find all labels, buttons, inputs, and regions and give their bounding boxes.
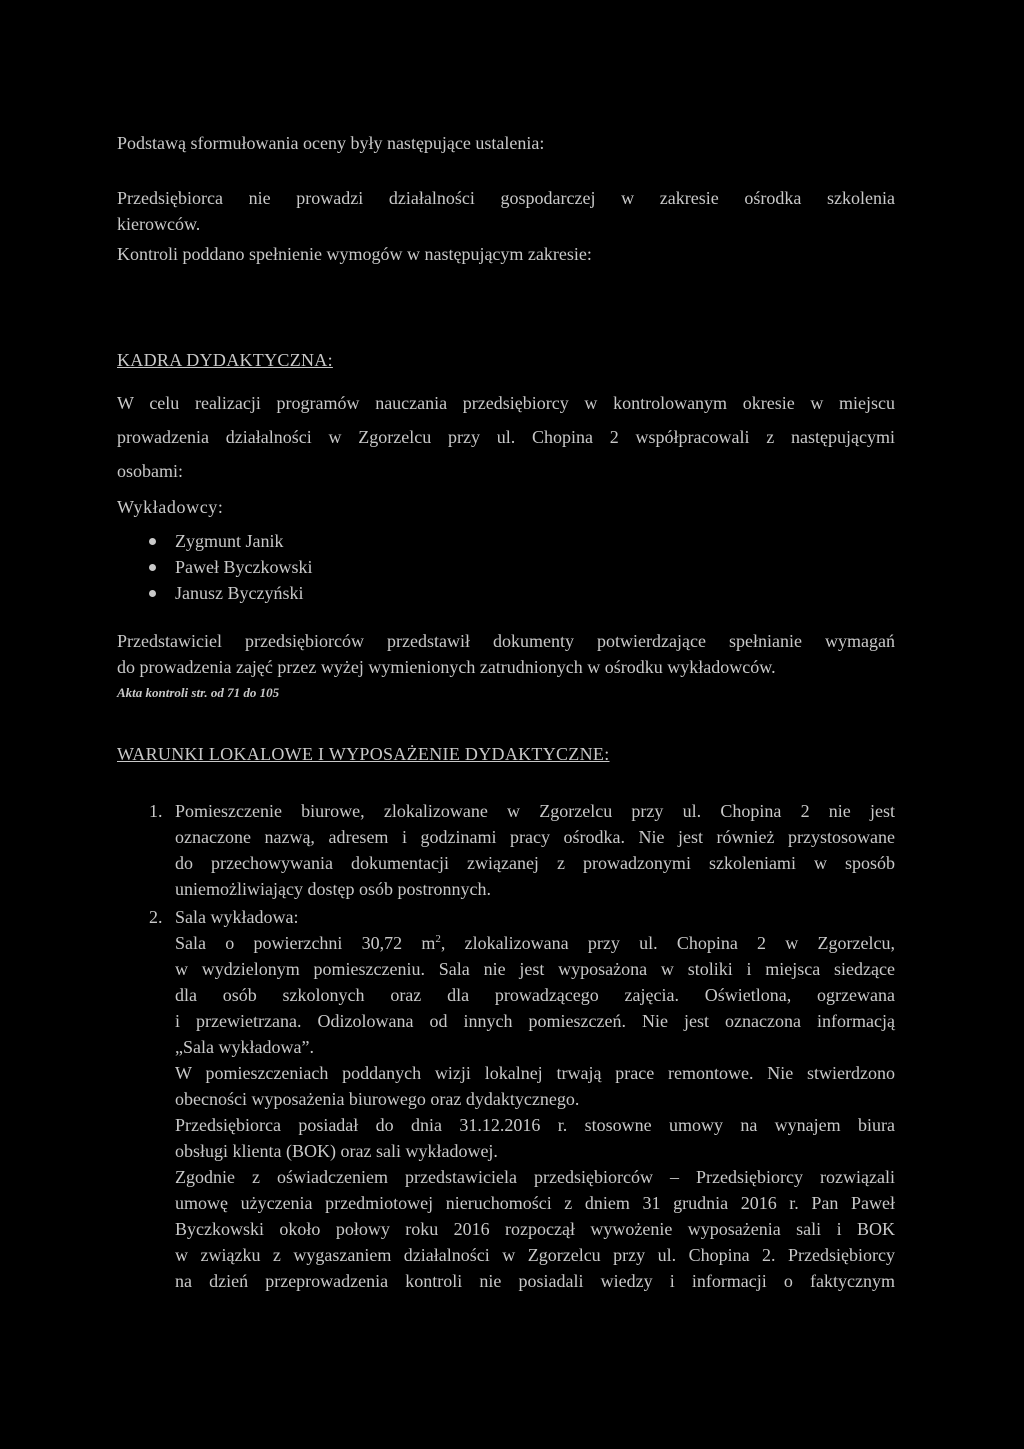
bullet-icon	[149, 564, 156, 571]
document-page	[117, 0, 895, 1449]
paragraph-line: kierowców.	[117, 214, 201, 234]
paragraph-kadra	[117, 386, 895, 488]
paragraph-line: uniemożliwiający dostęp osób postronnych.	[175, 879, 491, 899]
lecturers-label: Wykładowcy:	[117, 497, 224, 517]
lecturers-list	[147, 528, 312, 606]
item-office	[175, 798, 895, 902]
paragraph-line: na dzień przeprowadzenia kontroli nie posiadali wiedzy i informacji o faktycznym	[175, 1271, 895, 1291]
paragraph-line: W pomieszczeniach poddanych wizji lokalnej trwają prace remontowe. Nie stwierdzono	[175, 1063, 895, 1083]
section-title-warunki: WARUNKI LOKALOWE I WYPOSAŻENIE DYDAKTYCZNE:	[117, 744, 610, 764]
paragraph-line: osobami:	[117, 461, 183, 481]
area-text: Sala o powierzchni 30,72 m	[175, 933, 436, 953]
paragraph-line: do przechowywania dokumentacji związanej z prowadzonymi szkoleniami w sposób	[175, 853, 895, 873]
paragraph-representative	[117, 628, 895, 680]
akta-reference: Akta kontroli str. od 71 do 105	[117, 685, 280, 700]
lecturer-name: Paweł Byczkowski	[175, 557, 313, 577]
lecturer-name: Janusz Byczyński	[175, 583, 304, 603]
paragraph-line: „Sala wykładowa”.	[175, 1037, 314, 1057]
bullet-icon	[149, 590, 156, 597]
item-heading: Sala wykładowa:	[175, 907, 299, 927]
scope-text: Kontroli poddano spełnienie wymogów w następującym zakresie:	[117, 244, 592, 264]
list-item	[147, 580, 312, 606]
paragraph-line: Przedstawiciel przedsiębiorców przedstawił dokumenty potwierdzające spełnianie wymagań	[117, 631, 895, 651]
section-title-kadra: KADRA DYDAKTYCZNA:	[117, 350, 333, 370]
area-text-rest: , zlokalizowana przy ul. Chopina 2 w Zgorzelcu,	[440, 933, 895, 953]
paragraph-line: oznaczone nazwą, adresem i godzinami pracy ośrodka. Nie jest również przystosowane	[175, 827, 895, 847]
paragraph-line: w wydzielonym pomieszczeniu. Sala nie jest wyposażona w stoliki i miejsca siedzące	[175, 959, 895, 979]
paragraph-line: Byczkowski około połowy roku 2016 rozpoczął wywożenie wyposażenia sali i BOK	[175, 1219, 895, 1239]
paragraph-line: Pomieszczenie biurowe, zlokalizowane w Zgorzelcu przy ul. Chopina 2 nie jest	[175, 801, 895, 821]
paragraph-line: w związku z wygaszaniem działalności w Zgorzelcu przy ul. Chopina 2. Przedsiębiorcy	[175, 1245, 895, 1265]
paragraph-line: Przedsiębiorca nie prowadzi działalności gospodarczej w zakresie ośrodka szkolenia	[117, 188, 895, 208]
item-lecture-room	[175, 904, 895, 1294]
paragraph-line: Zgodnie z oświadczeniem przedstawiciela przedsiębiorców – Przedsiębiorcy rozwiązali	[175, 1167, 895, 1187]
item-number: 2.	[149, 907, 163, 927]
paragraph-line: W celu realizacji programów nauczania przedsiębiorcy w kontrolowanym okresie w miejscu	[117, 393, 895, 413]
list-item	[147, 528, 312, 554]
paragraph-line: obecności wyposażenia biurowego oraz dydaktycznego.	[175, 1089, 580, 1109]
paragraph-line: prowadzenia działalności w Zgorzelcu przy ul. Chopina 2 współpracowali z następującymi	[117, 427, 895, 447]
bullet-icon	[149, 538, 156, 545]
paragraph-line: do prowadzenia zajęć przez wyżej wymienionych zatrudnionych w ośrodku wykładowców.	[117, 657, 776, 677]
area-superscript: 2	[435, 933, 441, 945]
paragraph-line	[175, 930, 895, 956]
list-item	[147, 554, 312, 580]
paragraph-line: dla osób szkolonych oraz dla prowadzącego zajęcia. Oświetlona, ogrzewana	[175, 985, 895, 1005]
paragraph-line: Przedsiębiorca posiadał do dnia 31.12.2016 r. stosowne umowy na wynajem biura	[175, 1115, 895, 1135]
item-number: 1.	[149, 801, 163, 821]
paragraph-line: obsługi klienta (BOK) oraz sali wykładowej.	[175, 1141, 498, 1161]
paragraph-no-activity	[117, 185, 895, 237]
paragraph-line: umowę użyczenia przedmiotowej nieruchomości z dniem 31 grudnia 2016 r. Pan Paweł	[175, 1193, 895, 1213]
paragraph-line: i przewietrzana. Odizolowana od innych pomieszczeń. Nie jest oznaczona informacją	[175, 1011, 895, 1031]
intro-text: Podstawą sformułowania oceny były następujące ustalenia:	[117, 133, 545, 153]
lecturer-name: Zygmunt Janik	[175, 531, 284, 551]
